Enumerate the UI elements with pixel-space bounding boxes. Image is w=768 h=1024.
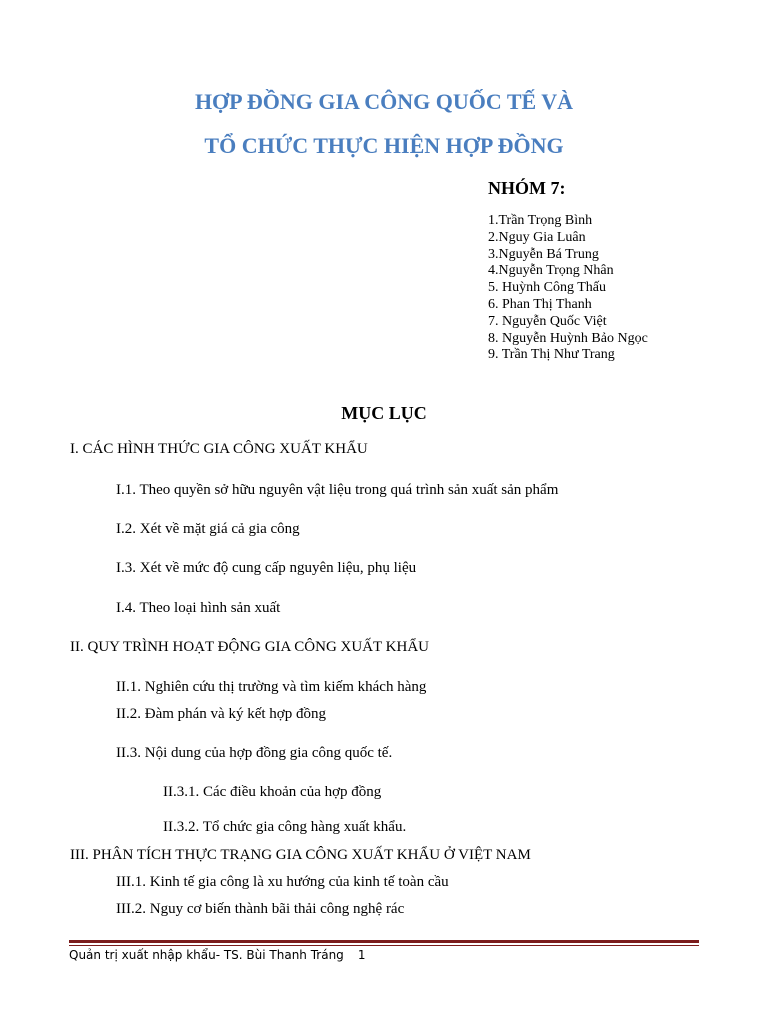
page-number: 1 — [357, 948, 366, 962]
member-item: 9. Trần Thị Như Trang — [488, 347, 615, 363]
toc-subsection: III.2. Nguy cơ biến thành bãi thải công nghệ rác — [116, 901, 405, 917]
member-item: 1.Trần Trọng Bình — [488, 213, 593, 228]
footer-course-label: Quản trị xuất nhập khẩu- TS. Bùi Thanh Tráng — [69, 948, 344, 962]
toc-subsection: I.1. Theo quyền sở hữu nguyên vật liệu trong quá trình sản xuất sản phẩm — [116, 482, 559, 498]
toc-subsection: I.3. Xét về mức độ cung cấp nguyên liệu, phụ liệu — [116, 560, 417, 576]
toc-subsection: II.2. Đàm phán và ký kết hợp đồng — [116, 706, 326, 722]
toc-subsection: I.4. Theo loại hình sản xuất — [116, 600, 281, 616]
toc-sub-subsection: II.3.2. Tổ chức gia công hàng xuất khẩu. — [163, 819, 407, 835]
member-item: 4.Nguyễn Trọng Nhân — [488, 263, 614, 279]
toc-subsection: II.3. Nội dung của hợp đồng gia công quốc tế. — [116, 745, 393, 761]
toc-section-heading: I. CÁC HÌNH THỨC GIA CÔNG XUẤT KHẨU — [70, 441, 368, 457]
toc-subsection: I.2. Xét về mặt giá cả gia công — [116, 521, 300, 537]
footer-divider — [69, 940, 699, 946]
member-item: 7. Nguyễn Quốc Việt — [488, 313, 607, 329]
member-item: 3.Nguyễn Bá Trung — [488, 246, 599, 262]
toc-section-heading: II. QUY TRÌNH HOẠT ĐỘNG GIA CÔNG XUẤT KHẨU — [70, 639, 430, 655]
group-heading: NHÓM 7: — [488, 178, 566, 198]
member-list — [488, 213, 648, 364]
toc-subsection: II.1. Nghiên cứu thị trường và tìm kiếm khách hàng — [116, 679, 427, 695]
document-title-line-1: HỢP ĐỒNG GIA CÔNG QUỐC TẾ VÀ — [194, 89, 574, 114]
member-item: 8. Nguyễn Huỳnh Bảo Ngọc — [488, 330, 648, 346]
footer — [69, 948, 365, 962]
member-item: 2.Nguy Gia Luân — [488, 229, 586, 245]
toc-section-heading: III. PHÂN TÍCH THỰC TRẠNG GIA CÔNG XUẤT KHẨU Ở VIỆT NAM — [70, 847, 531, 863]
member-item: 5. Huỳnh Công Thấu — [488, 280, 606, 296]
document-title-line-2: TỔ CHỨC THỰC HIỆN HỢP ĐỒNG — [204, 133, 564, 158]
table-of-contents-title: MỤC LỤC — [341, 403, 427, 423]
toc-subsection: III.1. Kinh tế gia công là xu hướng của kinh tế toàn cầu — [116, 874, 449, 890]
toc-sub-subsection: II.3.1. Các điều khoản của hợp đồng — [163, 784, 382, 800]
member-item: 6. Phan Thị Thanh — [488, 296, 592, 312]
